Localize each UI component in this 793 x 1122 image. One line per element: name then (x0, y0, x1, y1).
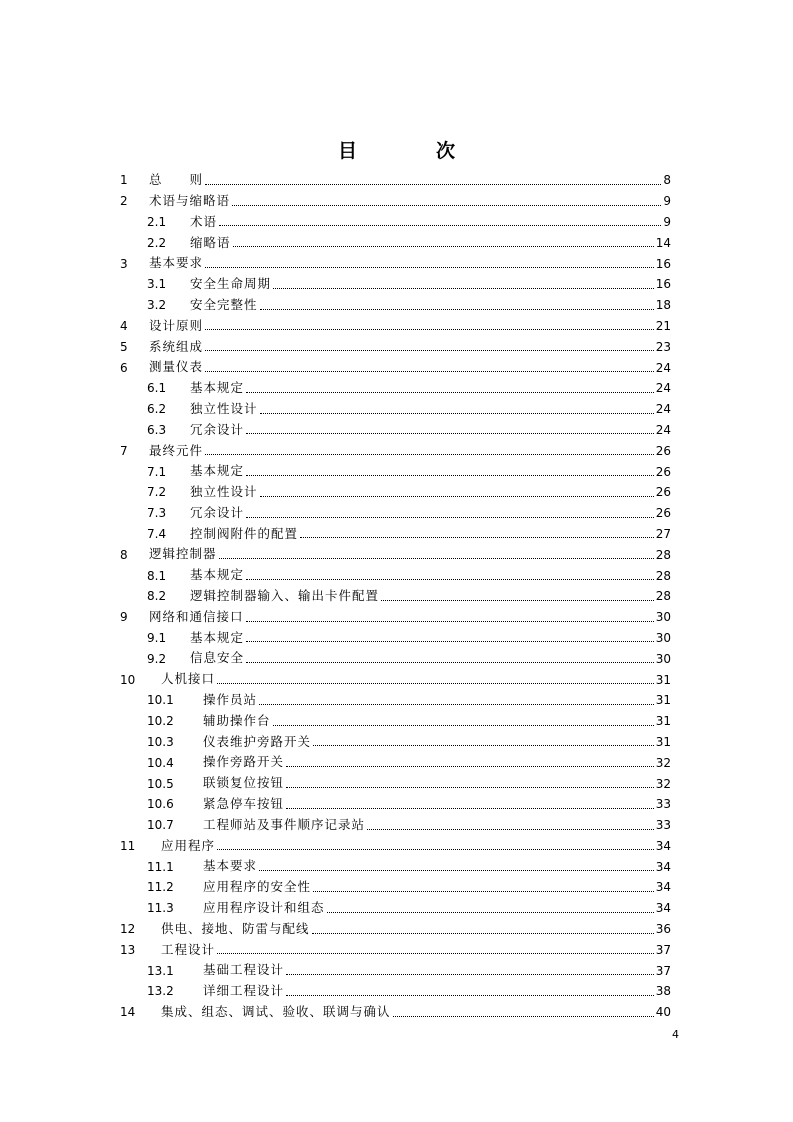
toc-entry[interactable] (120, 586, 671, 607)
toc-entry-page: 24 (655, 360, 671, 375)
toc-entry-title: 测量仪表 (149, 359, 204, 375)
toc-entry-number: 8.1 (147, 568, 167, 583)
toc-entry-number: 11.3 (147, 901, 174, 916)
toc-dot-leader (205, 329, 654, 330)
toc-entry-page: 31 (655, 734, 671, 749)
toc-dot-leader (217, 683, 654, 684)
toc-entry[interactable] (120, 336, 671, 357)
toc-entry-page: 28 (655, 547, 671, 562)
toc-dot-leader (286, 974, 654, 975)
toc-dot-leader (217, 849, 654, 850)
toc-entry-number: 5 (120, 339, 128, 354)
toc-entry-title: 集成、组态、调试、验收、联调与确认 (161, 1004, 391, 1020)
toc-entry-title: 人机接口 (161, 671, 216, 687)
toc-entry[interactable] (120, 461, 671, 482)
toc-entry-page: 31 (655, 693, 671, 708)
toc-dot-leader (205, 454, 654, 455)
toc-entry-number: 11.2 (147, 880, 174, 895)
toc-dot-leader (259, 870, 654, 871)
toc-dot-leader (313, 745, 654, 746)
toc-entry-page: 16 (655, 277, 671, 292)
toc-dot-leader (260, 496, 654, 497)
toc-entry[interactable] (120, 752, 671, 773)
toc-entry-number: 7.1 (147, 464, 167, 479)
toc-entry-title: 信息安全 (190, 650, 245, 666)
toc-dot-leader (286, 995, 654, 996)
toc-dot-leader (273, 288, 654, 289)
toc-entry-page: 34 (655, 901, 671, 916)
toc-entry[interactable] (120, 794, 671, 815)
toc-dot-leader (219, 225, 661, 226)
toc-entry[interactable] (120, 919, 671, 940)
toc-entry-page: 24 (655, 422, 671, 437)
toc-entry-title: 基本要求 (149, 255, 204, 271)
toc-entry[interactable] (120, 420, 671, 441)
toc-entry-page: 26 (655, 443, 671, 458)
toc-entry-number: 6.3 (147, 422, 167, 437)
toc-entry[interactable] (120, 732, 671, 753)
toc-entry[interactable] (120, 565, 671, 586)
toc-entry[interactable] (120, 669, 671, 690)
toc-dot-leader (300, 537, 654, 538)
toc-entry-number: 8.2 (147, 589, 167, 604)
toc-entry-title: 冗余设计 (190, 504, 245, 520)
toc-entry[interactable] (120, 399, 671, 420)
toc-entry[interactable] (120, 503, 671, 524)
toc-entry-page: 27 (655, 526, 671, 541)
toc-entry[interactable] (120, 877, 671, 898)
toc-entry-page: 14 (655, 235, 671, 250)
toc-entry-title: 工程师站及事件顺序记录站 (203, 816, 366, 832)
toc-entry[interactable] (120, 815, 671, 836)
toc-entry-title: 应用程序的安全性 (203, 879, 312, 895)
toc-dot-leader (205, 184, 661, 185)
toc-entry-title: 控制阀附件的配置 (190, 525, 299, 541)
toc-entry-title: 逻辑控制器输入、输出卡件配置 (190, 588, 380, 604)
toc-entry-page: 23 (655, 339, 671, 354)
toc-entry-title: 术语与缩略语 (149, 192, 231, 208)
toc-entry-page: 26 (655, 485, 671, 500)
toc-entry-number: 7.3 (147, 506, 167, 521)
toc-entry-title: 详细工程设计 (203, 983, 285, 999)
toc-entry-page: 30 (655, 610, 671, 625)
toc-entry-number: 14 (120, 1005, 136, 1020)
toc-dot-leader (219, 558, 654, 559)
toc-entry[interactable] (120, 170, 671, 191)
toc-dot-leader (286, 787, 654, 788)
toc-entry-page: 24 (655, 381, 671, 396)
toc-entry-page: 31 (655, 714, 671, 729)
toc-entry-title: 独立性设计 (190, 484, 258, 500)
toc-entry-page: 34 (655, 859, 671, 874)
toc-entry-number: 10.3 (147, 734, 174, 749)
toc-dot-leader (246, 641, 654, 642)
toc-entry-title: 冗余设计 (190, 421, 245, 437)
toc-entry-title: 设计原则 (149, 317, 204, 333)
toc-entry-number: 10.5 (147, 776, 174, 791)
toc-entry-number: 9.1 (147, 630, 167, 645)
toc-entry-page: 16 (655, 256, 671, 271)
toc-entry-number: 9.2 (147, 651, 167, 666)
toc-entry-title: 安全完整性 (190, 296, 258, 312)
toc-entry-title: 应用程序设计和组态 (203, 900, 325, 916)
toc-entry-number: 10.4 (147, 755, 174, 770)
toc-entry-number: 3.2 (147, 298, 167, 313)
toc-entry-title: 术语 (190, 213, 218, 229)
toc-entry-number: 2.1 (147, 214, 167, 229)
toc-entry[interactable] (120, 711, 671, 732)
toc-entry-page: 9 (663, 214, 671, 229)
toc-entry[interactable] (120, 295, 671, 316)
toc-entry[interactable] (120, 212, 671, 233)
toc-entry-number: 8 (120, 547, 128, 562)
toc-entry-number: 6.2 (147, 402, 167, 417)
toc-entry-title: 独立性设计 (190, 400, 258, 416)
toc-entry-page: 31 (655, 672, 671, 687)
toc-dot-leader (233, 246, 654, 247)
toc-entry-page: 8 (663, 173, 671, 188)
toc-entry-number: 1 (120, 173, 128, 188)
toc-entry-page: 9 (663, 194, 671, 209)
toc-entry-number: 10 (120, 672, 136, 687)
toc-entry-number: 9 (120, 610, 128, 625)
toc-entry-title: 基本规定 (190, 380, 245, 396)
toc-entry-title: 紧急停车按钮 (203, 796, 285, 812)
toc-entry[interactable] (120, 482, 671, 503)
toc-entry[interactable] (120, 378, 671, 399)
toc-entry-title: 基本规定 (190, 567, 245, 583)
toc-dot-leader (246, 433, 654, 434)
toc-entry-page: 26 (655, 506, 671, 521)
toc-entry[interactable] (120, 191, 671, 212)
toc-entry-page: 36 (655, 922, 671, 937)
toc-entry-page: 33 (655, 797, 671, 812)
toc-entry-page: 37 (655, 963, 671, 978)
toc-dot-leader (232, 205, 661, 206)
toc-entry-page: 21 (655, 318, 671, 333)
toc-dot-leader (260, 413, 654, 414)
toc-entry-number: 7 (120, 443, 128, 458)
toc-entry[interactable] (120, 773, 671, 794)
toc-entry-title: 供电、接地、防雷与配线 (161, 920, 310, 936)
toc-dot-leader (205, 371, 654, 372)
toc-entry-title: 联锁复位按钮 (203, 775, 285, 791)
toc-entry-page: 38 (655, 984, 671, 999)
toc-entry-page: 33 (655, 818, 671, 833)
toc-dot-leader (217, 953, 654, 954)
toc-entry[interactable] (120, 274, 671, 295)
toc-entry-title: 操作员站 (203, 692, 258, 708)
toc-entry-title: 基本要求 (203, 858, 258, 874)
toc-dot-leader (246, 392, 654, 393)
toc-entry[interactable] (120, 607, 671, 628)
toc-dot-leader (259, 704, 654, 705)
toc-dot-leader (246, 579, 654, 580)
toc-entry[interactable] (120, 960, 671, 981)
toc-dot-leader (381, 600, 654, 601)
toc-entry[interactable] (120, 316, 671, 337)
table-of-contents (120, 170, 671, 1023)
toc-entry-page: 28 (655, 568, 671, 583)
toc-entry-title: 辅助操作台 (203, 712, 271, 728)
toc-entry[interactable] (120, 357, 671, 378)
toc-entry[interactable] (120, 628, 671, 649)
toc-entry-title: 基础工程设计 (203, 962, 285, 978)
toc-dot-leader (286, 766, 654, 767)
toc-entry[interactable] (120, 939, 671, 960)
toc-entry-title: 安全生命周期 (190, 276, 272, 292)
toc-entry[interactable] (120, 981, 671, 1002)
toc-dot-leader (367, 829, 654, 830)
toc-entry-page: 30 (655, 630, 671, 645)
toc-entry[interactable] (120, 898, 671, 919)
toc-entry-title: 操作旁路开关 (203, 754, 285, 770)
toc-entry-title: 系统组成 (149, 338, 204, 354)
toc-entry-number: 11 (120, 838, 136, 853)
toc-entry-number: 10.2 (147, 714, 174, 729)
toc-entry-number: 3 (120, 256, 128, 271)
toc-entry-page: 30 (655, 651, 671, 666)
toc-entry-title: 缩略语 (190, 234, 231, 250)
toc-dot-leader (312, 933, 654, 934)
toc-entry[interactable] (120, 232, 671, 253)
toc-entry[interactable] (120, 648, 671, 669)
toc-dot-leader (246, 475, 654, 476)
toc-entry-number: 13 (120, 942, 136, 957)
toc-dot-leader (205, 267, 654, 268)
toc-entry-page: 32 (655, 776, 671, 791)
toc-entry-page: 34 (655, 838, 671, 853)
toc-entry-title: 网络和通信接口 (149, 608, 244, 624)
toc-dot-leader (246, 621, 654, 622)
toc-entry-page: 34 (655, 880, 671, 895)
page-number: 4 (672, 1028, 679, 1041)
toc-entry-number: 6 (120, 360, 128, 375)
toc-dot-leader (393, 1016, 654, 1017)
toc-dot-leader (205, 350, 654, 351)
toc-entry-title: 仪表维护旁路开关 (203, 733, 312, 749)
toc-dot-leader (286, 808, 654, 809)
toc-dot-leader (327, 912, 654, 913)
toc-entry[interactable] (120, 544, 671, 565)
toc-entry-number: 11.1 (147, 859, 174, 874)
toc-entry[interactable] (120, 836, 671, 857)
toc-entry-number: 3.1 (147, 277, 167, 292)
toc-entry-number: 7.2 (147, 485, 167, 500)
toc-entry-title: 最终元件 (149, 442, 204, 458)
toc-entry[interactable] (120, 690, 671, 711)
toc-entry-title: 基本规定 (190, 629, 245, 645)
toc-entry-page: 37 (655, 942, 671, 957)
toc-entry-number: 2 (120, 194, 128, 209)
toc-entry-page: 40 (655, 1005, 671, 1020)
toc-entry-title: 应用程序 (161, 837, 216, 853)
toc-entry-number: 13.1 (147, 963, 174, 978)
toc-entry-title: 总 则 (149, 172, 204, 188)
toc-entry-number: 10.7 (147, 818, 174, 833)
toc-entry-number: 10.1 (147, 693, 174, 708)
toc-entry-page: 32 (655, 755, 671, 770)
toc-entry-title: 基本规定 (190, 463, 245, 479)
toc-entry-page: 28 (655, 589, 671, 604)
toc-dot-leader (273, 725, 654, 726)
toc-entry-number: 4 (120, 318, 128, 333)
toc-dot-leader (246, 517, 654, 518)
toc-entry-number: 6.1 (147, 381, 167, 396)
toc-entry-number: 13.2 (147, 984, 174, 999)
toc-entry[interactable] (120, 440, 671, 461)
toc-entry-title: 逻辑控制器 (149, 546, 217, 562)
toc-entry[interactable] (120, 253, 671, 274)
toc-entry-number: 7.4 (147, 526, 167, 541)
toc-entry-page: 24 (655, 402, 671, 417)
page-title: 目 次 (337, 140, 485, 162)
toc-entry-number: 2.2 (147, 235, 167, 250)
toc-dot-leader (260, 309, 654, 310)
toc-entry[interactable] (120, 524, 671, 545)
toc-entry-title: 工程设计 (161, 941, 216, 957)
toc-entry[interactable] (120, 1002, 671, 1023)
toc-dot-leader (313, 891, 654, 892)
toc-entry-number: 10.6 (147, 797, 174, 812)
toc-entry-page: 26 (655, 464, 671, 479)
toc-dot-leader (246, 662, 654, 663)
toc-entry-number: 12 (120, 922, 136, 937)
toc-entry-page: 18 (655, 298, 671, 313)
toc-entry[interactable] (120, 856, 671, 877)
